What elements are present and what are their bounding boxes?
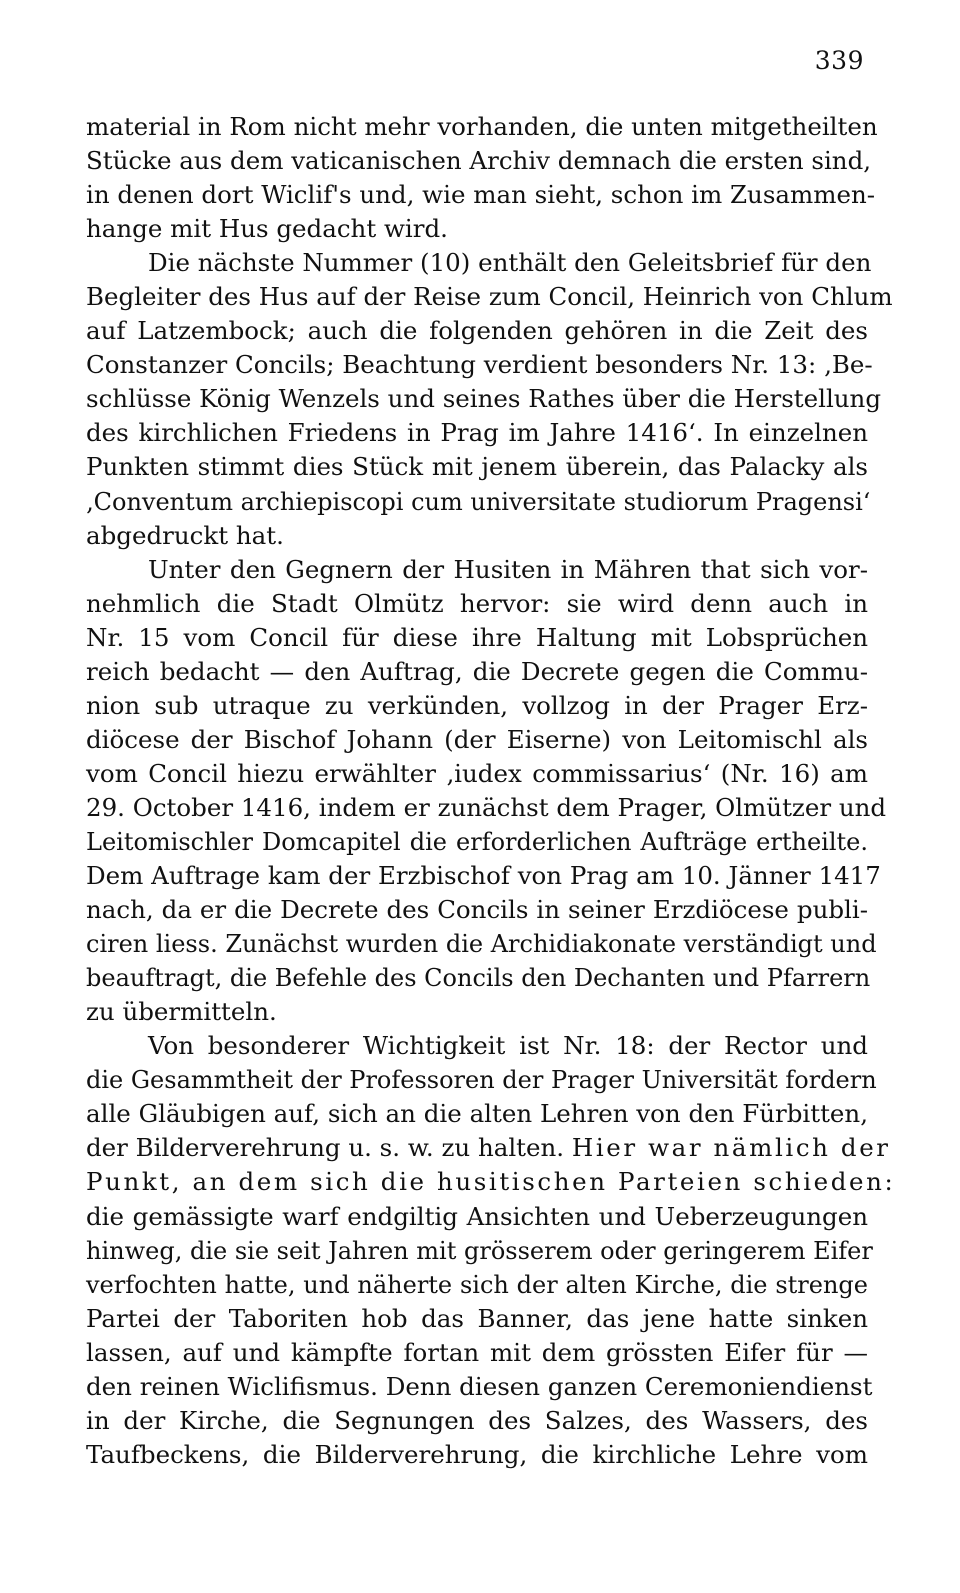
text-line: lassen, auf und kämpfte fortan mit dem grössten Eifer für — <box>86 1337 868 1367</box>
text-line: vom Concil hiezu erwählter ‚iudex commissarius‘ (Nr. 16) am <box>86 758 868 788</box>
text-line: zu übermitteln. <box>86 997 277 1027</box>
text-line: beauftragt, die Befehle des Concils den Dechanten und Pfarrern <box>86 964 871 993</box>
text-line: hange mit Hus gedacht wird. <box>86 214 448 244</box>
page-number: 339 <box>814 46 864 75</box>
text-line: verfochten hatte, und näherte sich der alten Kirche, die strenge <box>86 1270 868 1299</box>
text-line: Nr. 15 vom Concil für diese ihre Haltung mit Lobsprüchen <box>86 622 868 652</box>
text-line: diöcese der Bischof Johann (der Eiserne) von Leitomischl als <box>86 724 868 754</box>
text-line: auf Latzembock; auch die folgenden gehören in die Zeit des <box>86 316 868 346</box>
text-line: material in Rom nicht mehr vorhanden, die unten mitgetheilten <box>86 112 878 141</box>
text-line: den reinen Wiclifismus. Denn diesen ganzen Ceremoniendienst <box>86 1371 873 1401</box>
text-line: Begleiter des Hus auf der Reise zum Concil, Heinrich von Chlum <box>86 282 893 312</box>
text-line: in der Kirche, die Segnungen des Salzes, des Wassers, des <box>86 1405 868 1435</box>
text-line: nion sub utraque zu verkünden, vollzog in der Prager Erz- <box>86 690 868 720</box>
text-line: nach, da er die Decrete des Concils in seiner Erzdiöcese publi- <box>86 895 868 925</box>
text-line: ‚Conventum archiepiscopi cum universitate studiorum Pragensi‘ <box>86 487 871 516</box>
body-text <box>86 110 896 1472</box>
text-line: Taufbeckens, die Bilderverehrung, die kirchliche Lehre vom <box>86 1439 868 1469</box>
emphasized-text: Hier war nämlich der <box>571 1133 891 1163</box>
text-line: des kirchlichen Friedens in Prag im Jahre 1416‘. In einzelnen <box>86 418 868 448</box>
emphasized-text-line: Punkt, an dem sich die husitischen Parteien schieden: <box>86 1167 896 1197</box>
text-segment: der Bilderverehrung u. s. w. zu halten. <box>86 1133 565 1163</box>
text-line: abgedruckt hat. <box>86 520 284 550</box>
text-line: Dem Auftrage kam der Erzbischof von Prag am 10. Jänner 1417 <box>86 861 881 891</box>
text-line: in denen dort Wiclif's und, wie man sieht, schon im Zusammen- <box>86 180 876 210</box>
text-line: ciren liess. Zunächst wurden die Archidiakonate verständigt und <box>86 930 877 959</box>
text-line: Die nächste Nummer (10) enthält den Geleitsbrief für den <box>148 248 872 278</box>
text-line: 29. October 1416, indem er zunächst dem Prager, Olmützer und <box>86 792 887 822</box>
text-line: nehmlich die Stadt Olmütz hervor: sie wird denn auch in <box>86 588 868 618</box>
text-line: Leitomischler Domcapitel die erforderlichen Aufträge ertheilte. <box>86 827 868 856</box>
text-line: Constanzer Concils; Beachtung verdient besonders Nr. 13: ‚Be- <box>86 350 873 380</box>
text-line: Punkten stimmt dies Stück mit jenem überein, das Palacky als <box>86 452 868 482</box>
text-line: reich bedacht — den Auftrag, die Decrete gegen die Commu- <box>86 656 868 686</box>
text-line: Stücke aus dem vaticanischen Archiv demnach die ersten sind, <box>86 146 872 176</box>
text-line: die gemässigte warf endgiltig Ansichten und Ueberzeugungen <box>86 1201 868 1231</box>
text-line: Unter den Gegnern der Husiten in Mähren that sich vor- <box>148 554 868 584</box>
text-line: schlüsse König Wenzels und seines Rathes über die Herstellung <box>86 384 882 414</box>
text-line <box>86 1131 891 1165</box>
text-line: alle Gläubigen auf, sich an die alten Lehren von den Fürbitten, <box>86 1099 868 1129</box>
text-line: Partei der Taboriten hob das Banner, das jene hatte sinken <box>86 1303 868 1333</box>
text-line: Von besonderer Wichtigkeit ist Nr. 18: der Rector und <box>148 1031 868 1061</box>
text-line: die Gesammtheit der Professoren der Prager Universität fordern <box>86 1066 877 1095</box>
text-line: hinweg, die sie seit Jahren mit grösserem oder geringerem Eifer <box>86 1236 873 1265</box>
